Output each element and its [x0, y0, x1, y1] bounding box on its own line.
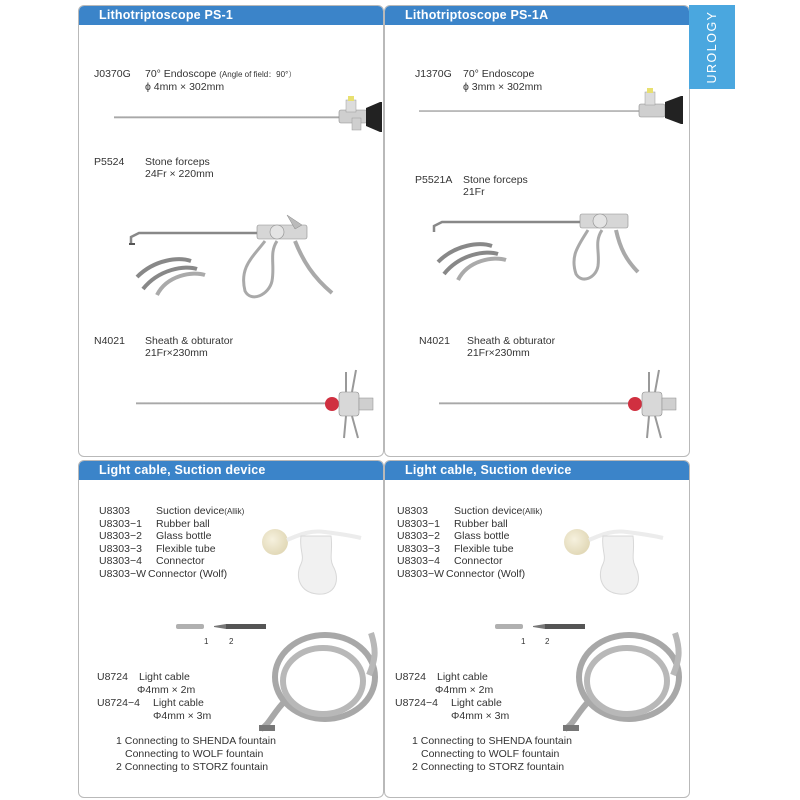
suction-names	[148, 505, 245, 581]
cable-name: Light cable	[451, 697, 502, 709]
suction-name: Rubber ball	[156, 517, 210, 530]
forceps-name: Stone forceps	[463, 174, 528, 186]
suction-code: U8303−4	[397, 555, 440, 568]
adapter-label: 2	[545, 637, 550, 646]
suction-code: U8303	[99, 505, 130, 517]
connection-line: Connecting to WOLF fountain	[421, 748, 560, 760]
forceps-name: Stone forceps	[145, 156, 210, 168]
light-cable-image	[563, 621, 685, 741]
suction-name: Suction device	[156, 505, 225, 517]
connection-line: 1 Connecting to SHENDA fountain	[116, 735, 276, 747]
suction-code: U8303−3	[99, 542, 142, 555]
endoscope-note: (Angle of field：90°）	[219, 70, 297, 79]
endoscope-name-text: 70° Endoscope	[145, 68, 217, 80]
cable-code: U8724−4	[395, 697, 438, 709]
panel-title: Light cable, Suction device	[385, 461, 689, 480]
cable-name: Light cable	[437, 671, 488, 683]
suction-code: U8303−W	[99, 567, 146, 580]
suction-name: Suction device	[454, 505, 523, 517]
cable-size: Φ4mm × 2m	[137, 684, 196, 696]
cable-size: Φ4mm × 2m	[435, 684, 494, 696]
sheath-size: 21Fr×230mm	[145, 347, 208, 359]
endoscope-size: ϕ 3mm × 302mm	[463, 81, 543, 93]
forceps-image	[127, 211, 337, 306]
cable-size: Φ4mm × 3m	[153, 710, 212, 722]
cable-code: U8724−4	[97, 697, 140, 709]
suction-code: U8303−4	[99, 555, 142, 568]
forceps-code: P5524	[94, 156, 125, 168]
suction-code: U8303−3	[397, 542, 440, 555]
suction-name: Rubber ball	[454, 517, 508, 530]
cable-name: Light cable	[153, 697, 204, 709]
suction-name-row	[454, 505, 542, 518]
forceps-size: 24Fr × 220mm	[145, 168, 214, 180]
suction-codes	[99, 505, 146, 581]
sheath-code: N4021	[419, 335, 450, 347]
adapter-label: 2	[229, 637, 234, 646]
suction-codes	[397, 505, 444, 581]
suction-code: U8303−1	[397, 517, 440, 530]
suction-name: Flexible tube	[156, 542, 216, 555]
panel-light-cable-suction-right	[384, 460, 690, 798]
suction-device-image	[261, 516, 376, 601]
cable-name: Light cable	[139, 671, 190, 683]
endoscope-name: 70° Endoscope	[463, 68, 535, 80]
suction-device-image	[563, 516, 678, 601]
light-cable-image	[259, 621, 381, 741]
panel-lithotriptoscope-ps1a	[384, 5, 690, 457]
suction-note: (Allik)	[224, 507, 245, 516]
connection-line: 2 Connecting to STORZ fountain	[116, 761, 269, 773]
panel-lithotriptoscope-ps1	[78, 5, 384, 457]
endoscope-code: J0370G	[94, 68, 131, 80]
cable-code: U8724	[97, 671, 128, 683]
suction-note: (Allik)	[522, 507, 543, 516]
suction-code: U8303−W	[397, 567, 444, 580]
endoscope-image	[114, 96, 384, 141]
urology-side-tab	[689, 5, 735, 89]
suction-names	[446, 505, 543, 581]
sheath-code: N4021	[94, 335, 125, 347]
sheath-size: 21Fr×230mm	[467, 347, 530, 359]
suction-name: Connector (Wolf)	[446, 567, 526, 580]
sheath-image	[437, 364, 682, 444]
suction-code: U8303−2	[397, 530, 440, 543]
endoscope-image	[419, 86, 687, 131]
endoscope-size: ϕ 4mm × 302mm	[145, 81, 225, 93]
endoscope-name	[145, 68, 296, 82]
connection-line: 1 Connecting to SHENDA fountain	[412, 735, 572, 747]
sheath-image	[134, 364, 379, 444]
forceps-image	[430, 202, 640, 287]
panel-title: Lithotriptoscope PS-1	[79, 6, 383, 25]
suction-name-row	[156, 505, 244, 518]
suction-name: Glass bottle	[454, 530, 510, 543]
connection-line: Connecting to WOLF fountain	[125, 748, 264, 760]
endoscope-code: J1370G	[415, 68, 452, 80]
panel-light-cable-suction-left	[78, 460, 384, 798]
suction-code: U8303	[397, 505, 428, 517]
panel-title: Light cable, Suction device	[79, 461, 383, 480]
panel-title: Lithotriptoscope PS-1A	[385, 6, 689, 25]
suction-code: U8303−2	[99, 530, 142, 543]
suction-code: U8303−1	[99, 517, 142, 530]
suction-name: Glass bottle	[156, 530, 212, 543]
sheath-name: Sheath & obturator	[467, 335, 556, 347]
suction-name: Connector	[156, 555, 205, 568]
forceps-code: P5521A	[415, 174, 453, 186]
adapter-label: 1	[521, 637, 526, 646]
suction-name: Flexible tube	[454, 542, 514, 555]
side-tab-label: UROLOGY	[705, 10, 719, 84]
sheath-name: Sheath & obturator	[145, 335, 234, 347]
adapter-label: 1	[204, 637, 209, 646]
suction-name: Connector (Wolf)	[148, 567, 228, 580]
forceps-size: 21Fr	[463, 186, 485, 198]
suction-name: Connector	[454, 555, 503, 568]
cable-size: Φ4mm × 3m	[451, 710, 510, 722]
connection-line: 2 Connecting to STORZ fountain	[412, 761, 565, 773]
cable-code: U8724	[395, 671, 426, 683]
